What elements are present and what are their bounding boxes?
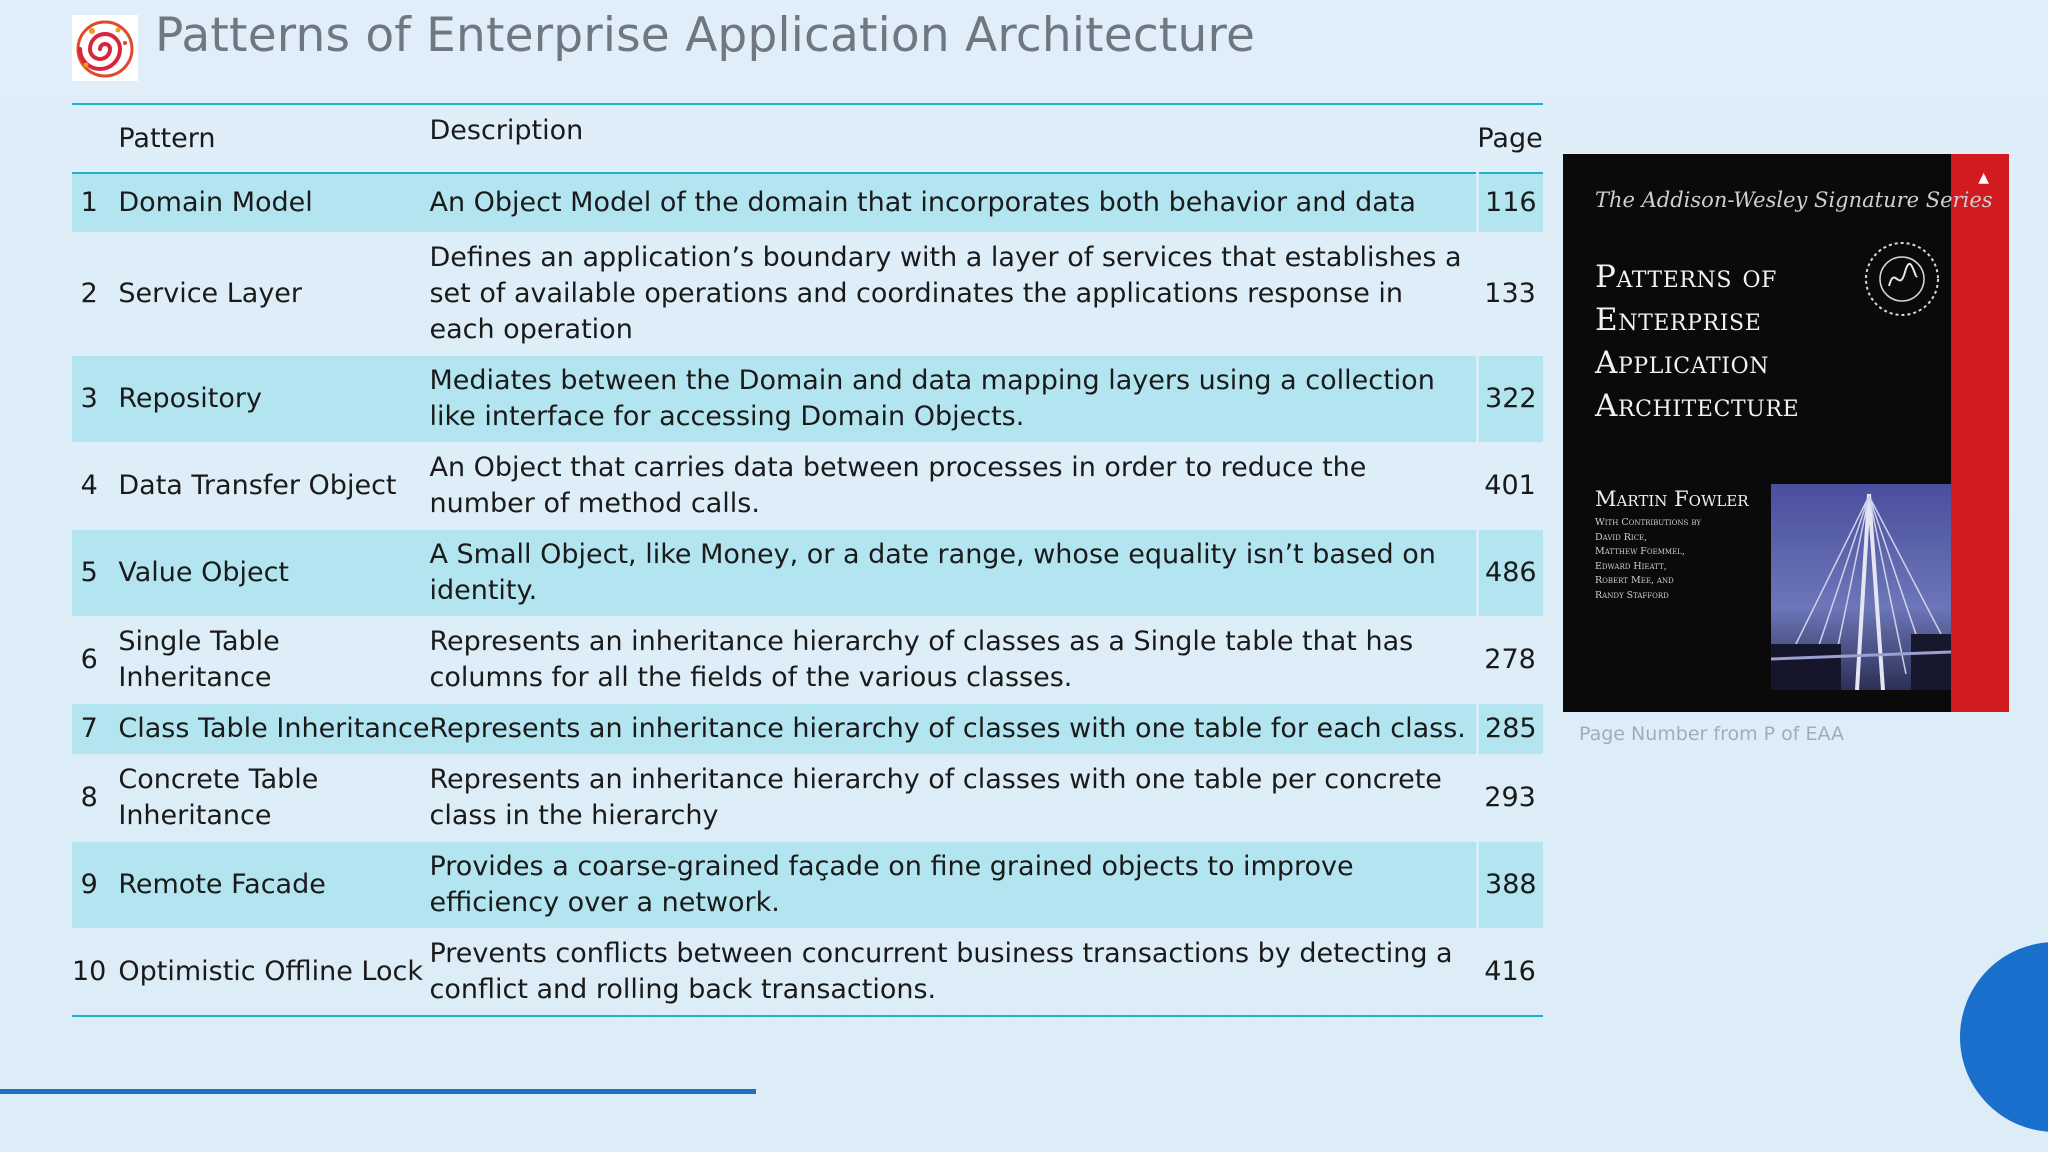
row-number: 7: [72, 704, 106, 754]
row-page: 116: [1477, 173, 1542, 232]
table-row: [72, 842, 1543, 928]
row-pattern: Value Object: [106, 530, 429, 616]
decorative-circle: [1960, 942, 2048, 1132]
row-description: Mediates between the Domain and data mapping layers using a collection like interface for accessing Domain Objects.: [429, 356, 1477, 442]
row-number: 8: [80, 782, 98, 813]
row-description: An Object Model of the domain that incorporates both behavior and data: [429, 173, 1477, 232]
cover-title: Patterns of Enterprise Application Architecture: [1595, 259, 1800, 424]
table-row: [72, 754, 1543, 842]
table-row: [72, 173, 1543, 232]
row-description: Defines an application’s boundary with a layer of services that establishes a set of available operations and coordinates the applications response in each operation: [429, 242, 1462, 345]
row-number: 6: [80, 644, 98, 675]
row-number: 4: [80, 470, 98, 501]
book-cover-image: [1563, 154, 2009, 712]
cover-arrow-icon: ▲: [1978, 170, 1989, 186]
bridge-photo: [1771, 484, 1951, 690]
row-description: Prevents conflicts between concurrent business transactions by detecting a conflict and rolling back transactions.: [429, 928, 1477, 1016]
table-row: [72, 704, 1543, 754]
row-page: 293: [1484, 782, 1536, 813]
row-description: Represents an inheritance hierarchy of classes as a Single table that has columns for all the fields of the various classes.: [429, 626, 1414, 693]
table-row: [72, 232, 1543, 356]
row-number: 3: [72, 356, 106, 442]
cover-series: The Addison-Wesley Signature Series: [1595, 188, 1993, 212]
row-number: 1: [72, 173, 106, 232]
row-pattern: Remote Facade: [106, 842, 429, 928]
row-pattern: Data Transfer Object: [118, 470, 397, 501]
row-page: 486: [1477, 530, 1542, 616]
row-pattern: Class Table Inheritance: [106, 704, 429, 754]
row-pattern: Single Table Inheritance: [118, 626, 280, 693]
column-header-pattern: Pattern: [106, 104, 429, 173]
row-number: 10: [72, 928, 106, 1016]
logo-icon: [72, 15, 138, 81]
row-page: 401: [1484, 470, 1536, 501]
row-page: 322: [1477, 356, 1542, 442]
row-description: Represents an inheritance hierarchy of classes with one table for each class.: [429, 704, 1477, 754]
column-header-number: [72, 104, 106, 173]
row-page: 278: [1484, 644, 1536, 675]
row-pattern: Concrete Table Inheritance: [118, 764, 319, 831]
table-header-row: [72, 104, 1543, 173]
row-page: 388: [1477, 842, 1542, 928]
row-page: 285: [1477, 704, 1542, 754]
page-title: Patterns of Enterprise Application Architecture: [155, 8, 1256, 63]
row-pattern: Service Layer: [118, 278, 303, 309]
table-row: [72, 616, 1543, 704]
table-row: [72, 928, 1543, 1016]
cover-red-stripe: [1951, 154, 2009, 712]
row-number: 9: [72, 842, 106, 928]
row-pattern: Optimistic Offline Lock: [106, 928, 429, 1016]
row-description: Provides a coarse-grained façade on fine grained objects to improve efficiency over a network.: [429, 842, 1477, 928]
row-page: 133: [1484, 278, 1536, 309]
table-row: [72, 442, 1543, 530]
table-row: [72, 356, 1543, 442]
row-pattern: Repository: [106, 356, 429, 442]
cover-contributors: With Contributions by David Rice, Matthew Foemmel, Edward Hieatt, Robert Mee, and Randy Stafford: [1595, 517, 1701, 601]
row-number: 2: [80, 278, 98, 309]
image-caption: Page Number from P of EAA: [1579, 723, 1845, 745]
column-header-page: Page: [1477, 104, 1542, 173]
table-row: [72, 530, 1543, 616]
patterns-table: [72, 103, 1543, 1017]
column-header-description: Description: [429, 104, 1477, 173]
row-description: A Small Object, like Money, or a date range, whose equality isn’t based on identity.: [429, 530, 1477, 616]
row-page: 416: [1477, 928, 1542, 1016]
row-description: Represents an inheritance hierarchy of classes with one table per concrete class in the hierarchy: [429, 764, 1442, 831]
decorative-bottom-line: [0, 1089, 756, 1094]
row-pattern: Domain Model: [106, 173, 429, 232]
row-description: An Object that carries data between processes in order to reduce the number of method calls.: [429, 452, 1367, 519]
cover-author: Martin Fowler: [1595, 487, 1749, 511]
row-number: 5: [72, 530, 106, 616]
